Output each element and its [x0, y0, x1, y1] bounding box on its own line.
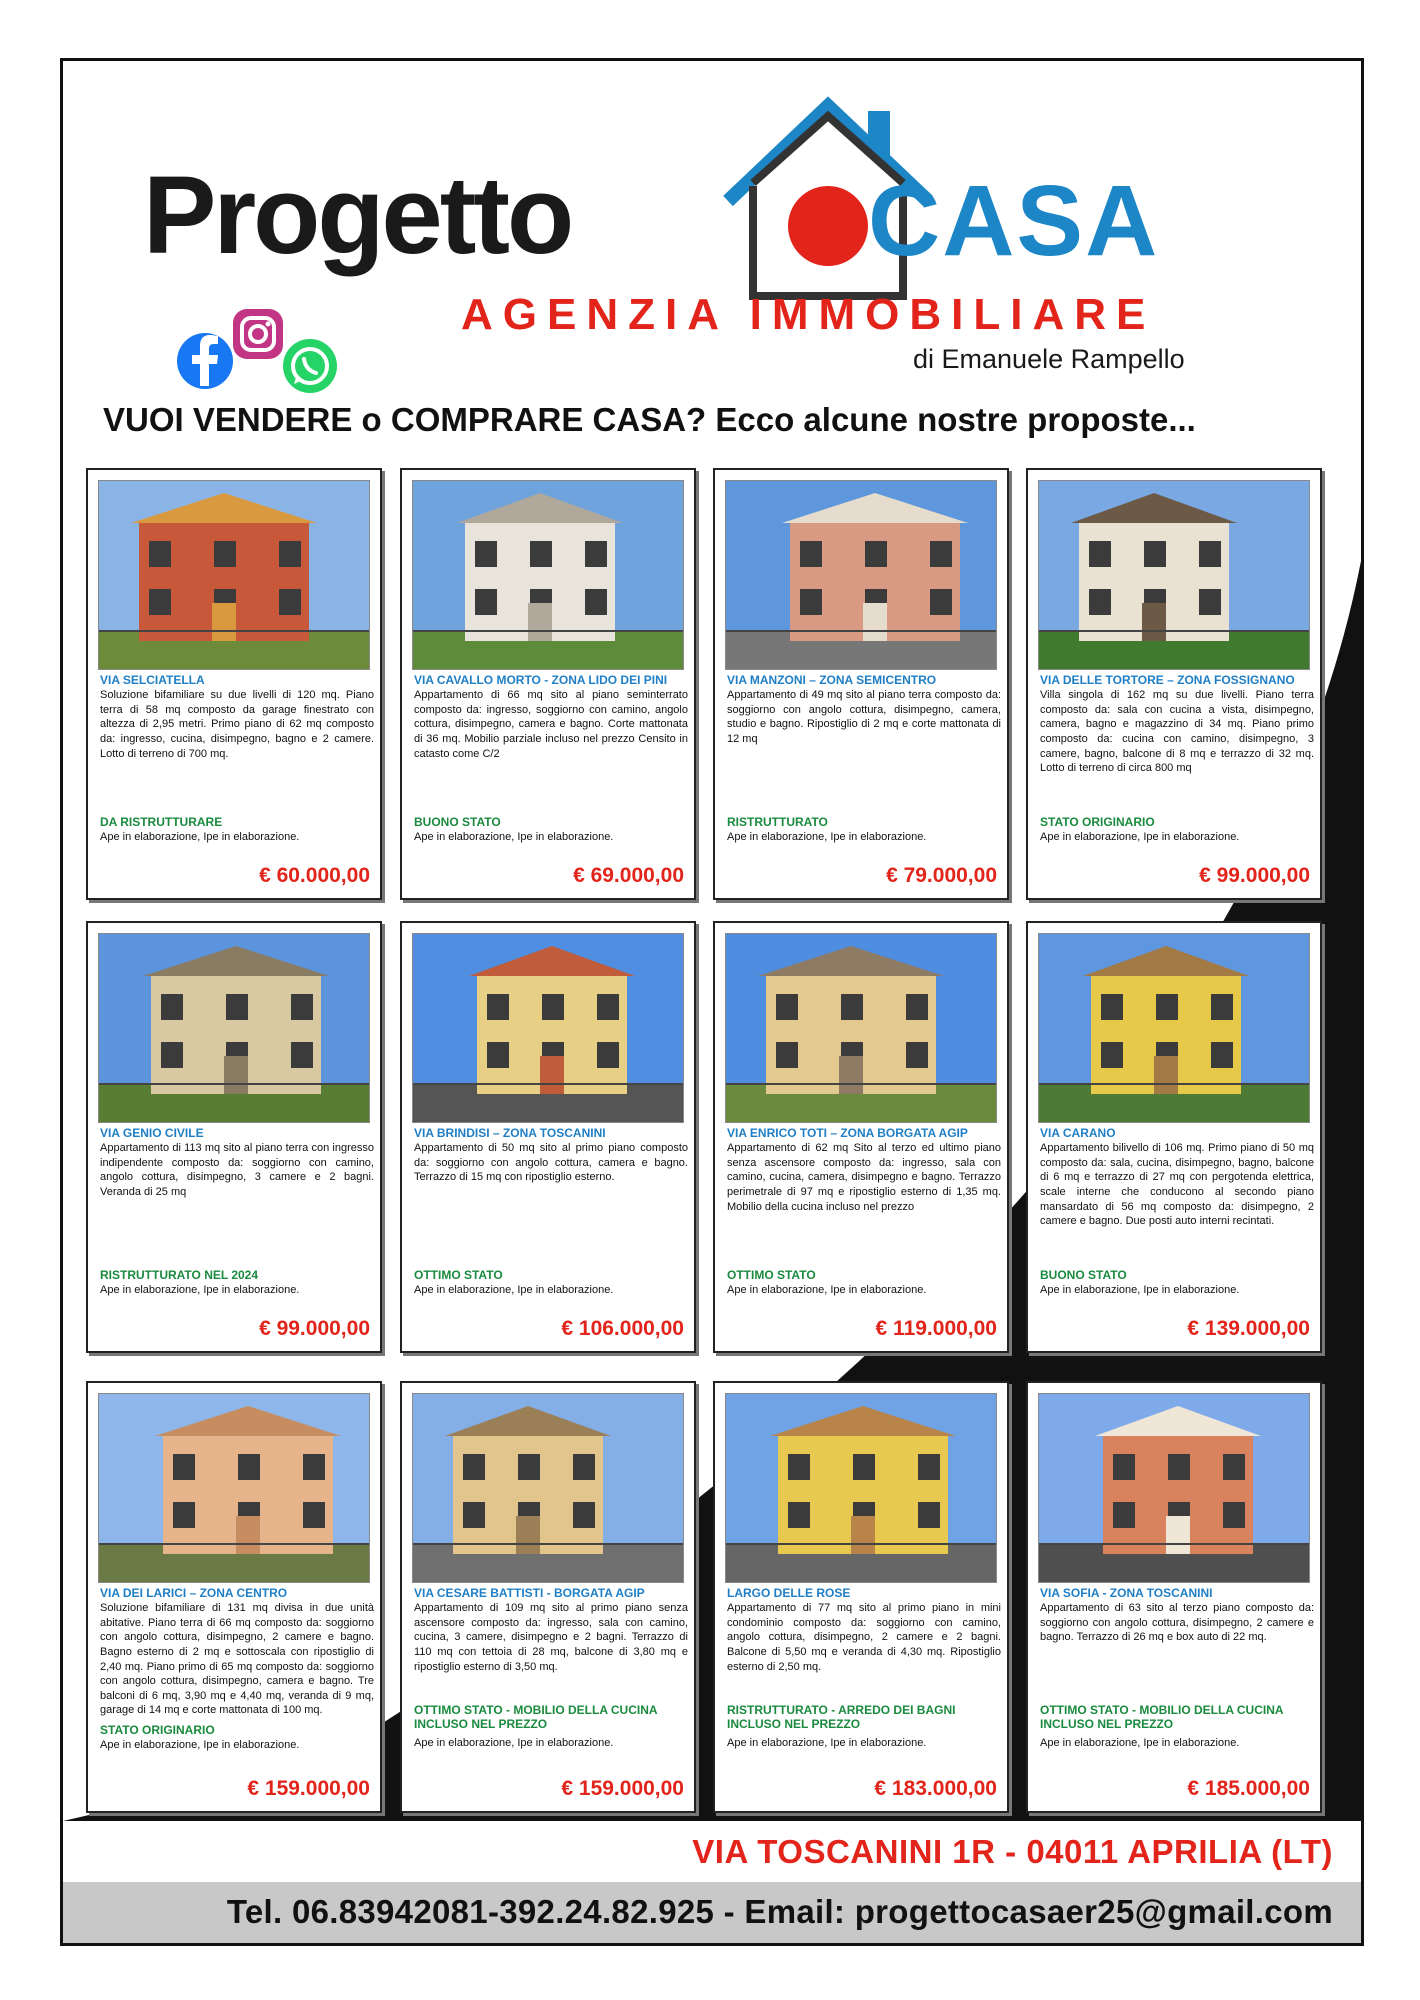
listing-description: Appartamento di 77 mq sito al primo piano in mini condominio composto da: soggiorno con camino, angolo cottura, disimpegno, 2 camere e 2 bagni. Balcone di 5,50 mq e veranda di 4,30 mq. Ripostiglio esterno di 2,50 mq. — [727, 1602, 1001, 1673]
listing-price: € 139.000,00 — [1187, 1317, 1310, 1340]
listing-price: € 185.000,00 — [1187, 1777, 1310, 1800]
flyer-frame — [60, 58, 1364, 1946]
listing-card[interactable] — [86, 1381, 382, 1813]
listing-photo[interactable] — [1038, 933, 1310, 1123]
footer-contacts[interactable]: Tel. 06.83942081-392.24.82.925 - Email: progettocasaer25@gmail.com — [226, 1893, 1333, 1930]
social-icons — [175, 306, 340, 401]
listing-energy-rating: Ape in elaborazione, Ipe in elaborazione. — [100, 1284, 300, 1296]
listing-energy-rating: Ape in elaborazione, Ipe in elaborazione. — [414, 831, 614, 843]
listing-status: BUONO STATO — [414, 815, 501, 829]
listing-status: OTTIMO STATO — [727, 1268, 816, 1282]
listing-description: Appartamento bilivello di 106 mq. Primo piano di 50 mq composto da: sala, cucina, disimpegno, bagno, balcone di 6 mq e terrazzo di 27 mq con pergotenda elettrica, scale interne che conducono al secondo piano mansardato di 56 mq composto da: disimpegno, 2 camere e bagno. Due posti auto interni recintati. — [1040, 1142, 1314, 1228]
listing-energy-rating: Ape in elaborazione, Ipe in elaborazione. — [727, 1737, 927, 1749]
listing-price: € 60.000,00 — [259, 864, 370, 887]
owner-name: di Emanuele Rampello — [913, 344, 1185, 374]
listing-energy-rating: Ape in elaborazione, Ipe in elaborazione. — [100, 831, 300, 843]
listing-status: DA RISTRUTTURARE — [100, 815, 223, 829]
facebook-icon[interactable] — [177, 333, 233, 389]
listing-card[interactable] — [400, 1381, 696, 1813]
listing-card[interactable] — [400, 921, 696, 1353]
listing-photo[interactable] — [725, 933, 997, 1123]
listing-price: € 159.000,00 — [561, 1777, 684, 1800]
listing-address: VIA BRINDISI – ZONA TOSCANINI — [414, 1126, 606, 1140]
listing-price: € 99.000,00 — [1199, 864, 1310, 887]
listing-card[interactable] — [713, 1381, 1009, 1813]
listing-address: VIA ENRICO TOTI – ZONA BORGATA AGIP — [727, 1126, 968, 1140]
listing-address: VIA DELLE TORTORE – ZONA FOSSIGNANO — [1040, 673, 1295, 687]
listing-description: Appartamento di 109 mq sito al primo piano senza ascensore composto da: ingresso, sala con camino, cucina, 3 camere, disimpegno e 2 bagni. Terrazzo di 110 mq con tettoia di 28 mq, balcone di 3,80 mq e ripostiglio esterno di 3,50 mq. — [414, 1602, 688, 1673]
listing-description: Appartamento di 113 mq sito al piano terra con ingresso indipendente composto da: soggiorno con camino, angolo cottura, disimpegno, 3 camere e 2 bagni. Veranda di 25 mq — [100, 1142, 374, 1198]
listing-card[interactable] — [713, 921, 1009, 1353]
listing-card[interactable] — [86, 468, 382, 900]
listing-status: BUONO STATO — [1040, 1268, 1127, 1282]
listing-description: Soluzione bifamiliare su due livelli di 120 mq. Piano terra di 58 mq composto da garage finestrato con altezza di 2,95 metri. Primo piano di 62 mq composto da: ingresso, cucina, disimpegno, bagno e 2 camere. Lotto di terreno di 700 mq. — [100, 689, 374, 760]
listing-description: Appartamento di 49 mq sito al piano terra composto da: soggiorno con angolo cottura, disimpegno, camera, studio e bagno. Ripostiglio di 2 mq e corte mattonata di 12 mq — [727, 689, 1001, 745]
listing-photo[interactable] — [98, 480, 370, 670]
listing-status: RISTRUTTURATO — [727, 815, 828, 829]
whatsapp-icon[interactable] — [283, 339, 337, 393]
listing-address: VIA CAVALLO MORTO - ZONA LIDO DEI PINI — [414, 673, 668, 687]
listing-address: VIA CARANO — [1040, 1126, 1116, 1140]
listing-description: Appartamento di 50 mq sito al primo piano composto da: soggiorno con angolo cottura, camera e bagno. Terrazzo di 15 mq con ripostiglio esterno. — [414, 1142, 688, 1184]
listing-card[interactable] — [400, 468, 696, 900]
listing-photo[interactable] — [725, 1393, 997, 1583]
listing-price: € 119.000,00 — [875, 1317, 997, 1340]
listing-status: RISTRUTTURATO NEL 2024 — [100, 1268, 259, 1282]
listing-photo[interactable] — [412, 1393, 684, 1583]
listing-energy-rating: Ape in elaborazione, Ipe in elaborazione. — [1040, 1284, 1240, 1296]
listing-photo[interactable] — [1038, 1393, 1310, 1583]
listing-status: OTTIMO STATO — [414, 1268, 503, 1282]
listing-price: € 99.000,00 — [259, 1317, 370, 1340]
listing-photo[interactable] — [98, 1393, 370, 1583]
listing-photo[interactable] — [1038, 480, 1310, 670]
listing-status: OTTIMO STATO - MOBILIO DELLA CUCINA INCLUSO NEL PREZZO — [1040, 1703, 1284, 1732]
listing-address: VIA DEI LARICI – ZONA CENTRO — [100, 1586, 288, 1600]
logo-casa: CASA — [868, 165, 1160, 277]
footer-address: VIA TOSCANINI 1R - 04011 APRILIA (LT) — [692, 1833, 1333, 1870]
listing-card[interactable] — [1026, 1381, 1322, 1813]
listing-description: Soluzione bifamiliare di 131 mq divisa in due unità abitative. Piano terra di 66 mq composto da: soggiorno con angolo cottura, disimpegno, 2 camere e bagno. Bagno esterno di 2 mq e sottoscala con ripostiglio di 2,40 mq. Piano primo di 65 mq composto da: soggiorno con angolo cottura, disimpegno, camera e bagno. Tre balconi di 6 mq, 3,90 mq e 4,40 mq, veranda di 9 mq, garage di 14 mq e corte mattonata di 100 mq. — [100, 1602, 374, 1717]
listing-photo[interactable] — [725, 480, 997, 670]
logo-progetto: Progetto — [143, 154, 572, 277]
listing-card[interactable] — [713, 468, 1009, 900]
listing-status: STATO ORIGINARIO — [1040, 815, 1155, 829]
listing-address: VIA SELCIATELLA — [100, 673, 205, 687]
headline: VUOI VENDERE o COMPRARE CASA? Ecco alcune nostre proposte... — [103, 401, 1196, 438]
listing-card[interactable] — [1026, 468, 1322, 900]
listing-address: VIA CESARE BATTISTI - BORGATA AGIP — [414, 1586, 645, 1600]
listing-price: € 69.000,00 — [573, 864, 684, 887]
listing-energy-rating: Ape in elaborazione, Ipe in elaborazione. — [1040, 1737, 1240, 1749]
listing-price: € 106.000,00 — [561, 1317, 684, 1340]
listing-address: VIA MANZONI – ZONA SEMICENTRO — [727, 673, 937, 687]
listing-energy-rating: Ape in elaborazione, Ipe in elaborazione. — [727, 831, 927, 843]
listing-photo[interactable] — [412, 480, 684, 670]
listing-energy-rating: Ape in elaborazione, Ipe in elaborazione. — [414, 1737, 614, 1749]
listing-address: LARGO DELLE ROSE — [727, 1586, 851, 1600]
instagram-icon[interactable] — [233, 309, 283, 359]
listing-photo[interactable] — [98, 933, 370, 1123]
listing-photo[interactable] — [412, 933, 684, 1123]
listing-status: STATO ORIGINARIO — [100, 1723, 215, 1737]
listing-card[interactable] — [1026, 921, 1322, 1353]
listing-energy-rating: Ape in elaborazione, Ipe in elaborazione. — [1040, 831, 1240, 843]
listing-address: VIA SOFIA - ZONA TOSCANINI — [1040, 1586, 1213, 1600]
listing-price: € 79.000,00 — [886, 864, 997, 887]
listing-description: Appartamento di 62 mq Sito al terzo ed ultimo piano senza ascensore composto da: ingresso, sala con camino, cucina, camera, disimpegno e bagno. Terrazzo perimetrale di 97 mq e ripostiglio esterno di 1,35 mq. Mobilio della cucina incluso nel prezzo — [727, 1142, 1001, 1213]
listing-description: Appartamento di 66 mq sito al piano seminterrato composto da: ingresso, soggiorno con camino, angolo cottura, disimpegno, camera e bagno. Corte mattonata di 36 mq. Mobilio parziale incluso nel prezzo Censito in catasto come C/2 — [414, 689, 688, 760]
listing-description: Appartamento di 63 sito al terzo piano composto da: soggiorno con angolo cottura, disimpegno, 2 camere e bagno. Terrazzo di 26 mq e box auto di 22 mq. — [1040, 1602, 1314, 1644]
listing-energy-rating: Ape in elaborazione, Ipe in elaborazione. — [100, 1739, 300, 1751]
listing-description: Villa singola di 162 mq su due livelli. Piano terra composto da: sala con cucina a vista, disimpegno, camera, bagno e magazzino di 34 mq. Piano primo composto da: cucina con camino, disimpegno, 3 camere, bagno, balcone di 8 mq e terrazzo di 32 mq. Lotto di terreno di circa 800 mq — [1040, 689, 1314, 775]
listing-status: RISTRUTTURATO - ARREDO DEI BAGNI INCLUSO NEL PREZZO — [727, 1703, 956, 1732]
listing-energy-rating: Ape in elaborazione, Ipe in elaborazione. — [727, 1284, 927, 1296]
listing-price: € 159.000,00 — [247, 1777, 370, 1800]
agency-title: AGENZIA IMMOBILIARE — [461, 290, 1156, 339]
listing-status: OTTIMO STATO - MOBILIO DELLA CUCINA INCLUSO NEL PREZZO — [414, 1703, 658, 1732]
listing-price: € 183.000,00 — [874, 1777, 997, 1800]
listing-address: VIA GENIO CIVILE — [100, 1126, 204, 1140]
listing-energy-rating: Ape in elaborazione, Ipe in elaborazione. — [414, 1284, 614, 1296]
listing-card[interactable] — [86, 921, 382, 1353]
